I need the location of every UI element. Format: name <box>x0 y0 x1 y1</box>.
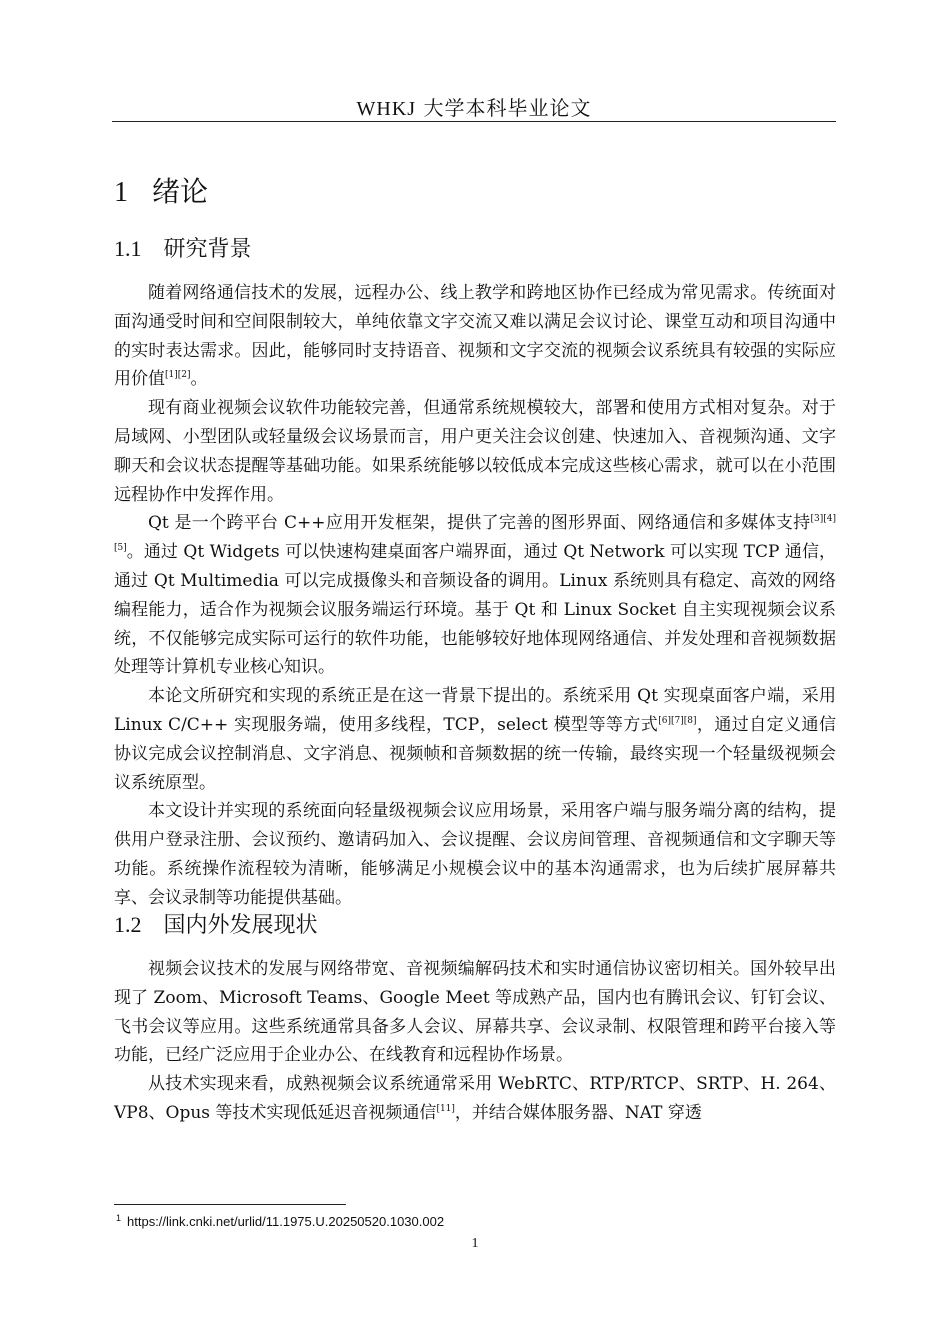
header-title: 大学本科毕业论文 <box>423 96 592 120</box>
section-body <box>114 955 836 1128</box>
paragraph-tail: 。 <box>190 369 208 390</box>
citation: [1][2] <box>165 370 191 381</box>
header-brand: WHKJ <box>356 98 417 120</box>
section-title <box>114 232 252 263</box>
section-title-text: 国内外发展现状 <box>163 913 318 938</box>
citation: [3][4][5] <box>114 514 836 554</box>
paragraph-text: Qt 是一个跨平台 C++应用开发框架，提供了完善的图形界面、网络通信和多媒体支持 <box>148 513 811 534</box>
citation: [6][7][8] <box>658 715 697 726</box>
section-body <box>114 279 836 913</box>
header-divider <box>112 121 836 122</box>
page-number: 1 <box>471 1236 479 1251</box>
paragraph-text: 现有商业视频会议软件功能较完善，但通常系统规模较大，部署和使用方式相对复杂。对于局域网、小型团队或轻量级会议场景而言，用户更关注会议创建、快速加入、音视频沟通、文字聊天和会议状态提醒等基础功能。如果系统能够以较低成本完成这些核心需求，就可以在小范围远程协作中发挥作用。 <box>114 398 836 505</box>
paragraph-text: 从技术实现来看，成熟视频会议系统通常采用 WebRTC、RTP/RTCP、SRTP、H. 264、VP8、Opus 等技术实现低延迟音视频通信 <box>114 1074 836 1123</box>
section-title-text: 研究背景 <box>163 237 252 262</box>
footnote-divider <box>114 1204 346 1205</box>
section-number: 1.2 <box>114 912 142 937</box>
paragraph <box>114 394 836 509</box>
chapter-title-text: 绪论 <box>152 175 209 208</box>
paragraph-text: 本文设计并实现的系统面向轻量级视频会议应用场景，采用客户端与服务端分离的结构，提供用户登录注册、会议预约、邀请码加入、会议提醒、会议房间管理、音视频通信和文字聊天等功能。系统操作流程较为清晰，能够满足小规模会议中的基本沟通需求，也为后续扩展屏幕共享、会议录制等功能提供基础。 <box>114 801 836 908</box>
paragraph-text: 随着网络通信技术的发展，远程办公、线上教学和跨地区协作已经成为常见需求。传统面对面沟通受时间和空间限制较大，单纯依靠文字交流又难以满足会议讨论、课堂互动和项目沟通中的实时表达需求。因此，能够同时支持语音、视频和文字交流的视频会议系统具有较强的实际应用价值 <box>114 283 836 390</box>
paragraph <box>114 955 836 1070</box>
section-number: 1.1 <box>114 236 142 261</box>
footnote <box>116 1213 444 1229</box>
paragraph-tail: ，通过自定义通信协议完成会议控制消息、文字消息、视频帧和音频数据的统一传输，最终实现一个轻量级视频会议系统原型。 <box>114 714 836 793</box>
paragraph <box>114 279 836 394</box>
paragraph <box>114 509 836 682</box>
paragraph-text: 本论文所研究和实现的系统正是在这一背景下提出的。系统采用 Qt 实现桌面客户端，采用 Linux C/C++ 实现服务端，使用多线程，TCP，select 模型等等方式 <box>114 686 836 735</box>
paragraph-tail: ，并结合媒体服务器、NAT 穿透 <box>454 1102 702 1123</box>
chapter-number: 1 <box>114 177 128 208</box>
citation: [11] <box>436 1103 455 1114</box>
footnote-mark: 1 <box>116 1213 122 1223</box>
paragraph <box>114 682 836 797</box>
section-title <box>114 908 318 939</box>
paragraph-text: 视频会议技术的发展与网络带宽、音视频编解码技术和实时通信协议密切相关。国外较早出现了 Zoom、Microsoft Teams、Google Meet 等成熟产品，国内也有腾讯会议、钉钉会议、飞书会议等应用。这些系统通常具备多人会议、屏幕共享、会议录制、权限管理和跨平台接入等功能，已经广泛应用于企业办公、在线教育和远程协作场景。 <box>114 959 836 1066</box>
page-header <box>112 92 836 121</box>
chapter-title <box>114 170 208 210</box>
paragraph <box>114 1070 836 1128</box>
paragraph <box>114 797 836 912</box>
footnote-link[interactable]: https://link.cnki.net/urlid/11.1975.U.20250520.1030.002 <box>127 1214 445 1229</box>
paragraph-tail: 。通过 Qt Widgets 可以快速构建桌面客户端界面，通过 Qt Network 可以实现 TCP 通信，通过 Qt Multimedia 可以完成摄像头和音频设备的调用。Linux 系统则具有稳定、高效的网络编程能力，适合作为视频会议服务端运行环境。基于 Qt 和 Linux Socket 自主实现视频会议系统，不仅能够完成实际可运行的软件功能，也能够较好地体现网络通信、并发处理和音视频数据处理等计算机专业核心知识。 <box>114 542 836 678</box>
